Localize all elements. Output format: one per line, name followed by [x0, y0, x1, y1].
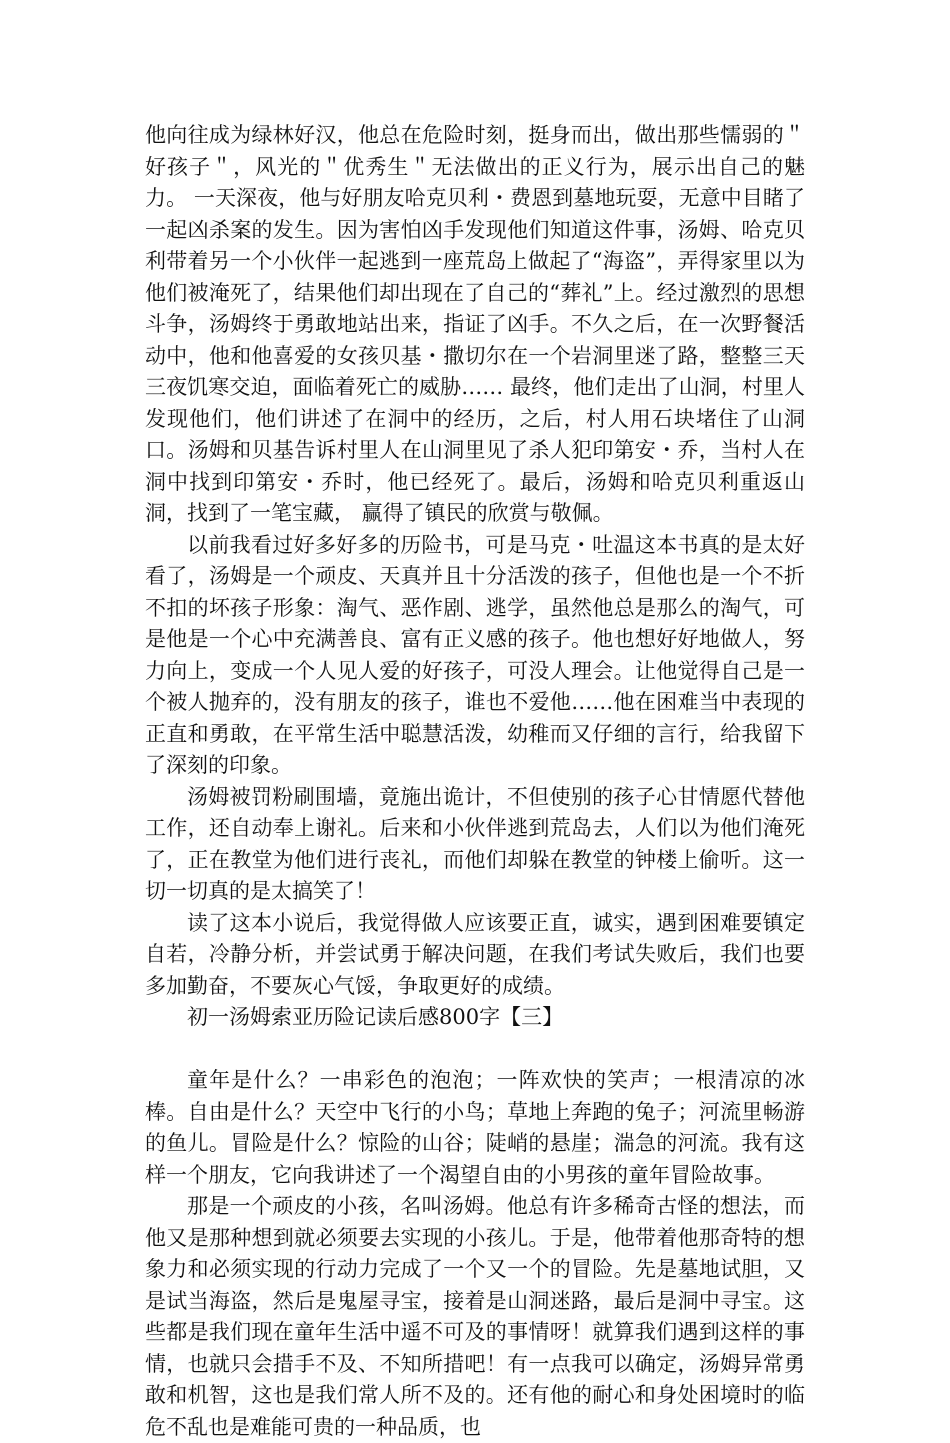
paragraph: 读了这本小说后，我觉得做人应该要正直，诚实，遇到困难要镇定自若，冷静分析，并尝试勇于解决问题，在我们考试失败后，我们也要多加勤奋，不要灰心气馁，争取更好的成绩。 — [145, 910, 805, 998]
blank-line — [145, 1034, 805, 1066]
paragraph: 童年是什么？一串彩色的泡泡；一阵欢快的笑声；一根清凉的冰棒。自由是什么？天空中飞行的小鸟；草地上奔跑的兔子；河流里畅游的鱼儿。冒险是什么？惊险的山谷；陡峭的悬崖；湍急的河流。我有这样一个朋友，它向我讲述了一个渴望自由的小男孩的童年冒险故事。 — [145, 1068, 805, 1187]
paragraph: 那是一个顽皮的小孩，名叫汤姆。他总有许多稀奇古怪的想法，而他又是那种想到就必须要去实现的小孩儿。于是，他带着他那奇特的想象力和必须实现的行动力完成了一个又一个的冒险。先是墓地试胆，又是试当海盗，然后是鬼屋寻宝，接着是山洞迷路，最后是洞中寻宝。这些都是我们现在童年生活中遥不可及的事情呀！就算我们遇到这样的事情，也就只会措手不及、不知所措吧！有一点我可以确定，汤姆异常勇敢和机智，这也是我们常人所不及的。还有他的耐心和身处困境时的临危不乱也是难能可贵的一种品质，也 — [145, 1194, 805, 1439]
paragraph-continuation: 他向往成为绿林好汉，他总在危险时刻，挺身而出，做出那些懦弱的＂好孩子＂，风光的＂优秀生＂无法做出的正义行为，展示出自己的魅力。 一天深夜，他与好朋友哈克贝利・费恩到墓地玩耍，无意中目睹了一起凶杀案的发生。因为害怕凶手发现他们知道这件事，汤姆、哈克贝利带着另一个小伙伴一起逃到一座荒岛上做起了“海盗”，弄得家里以为他们被淹死了，结果他们却出现在了自己的“葬礼”上。经过激烈的思想斗争，汤姆终于勇敢地站出来，指证了凶手。不久之后，在一次野餐活动中，他和他喜爱的女孩贝基・撒切尔在一个岩洞里迷了路，整整三天三夜饥寒交迫，面临着死亡的威胁…… 最终，他们走出了山洞，村里人发现他们，他们讲述了在洞中的经历，之后，村人用石块堵住了山洞口。汤姆和贝基告诉村里人在山洞里见了杀人犯印第安・乔，当村人在洞中找到印第安・乔时，他已经死了。最后，汤姆和哈克贝利重返山洞，找到了一笔宝藏， 赢得了镇民的欣赏与敬佩。 — [145, 123, 805, 525]
document-page — [145, 120, 805, 1443]
paragraph: 汤姆被罚粉刷围墙，竟施出诡计，不但使别的孩子心甘情愿代替他工作，还自动奉上谢礼。后来和小伙伴逃到荒岛去，人们以为他们淹死了，正在教堂为他们进行丧礼，而他们却躲在教堂的钟楼上偷听。这一切一切真的是太搞笑了！ — [145, 784, 805, 903]
section-heading: 初一汤姆索亚历险记读后感800字【三】 — [187, 1005, 564, 1029]
paragraph: 以前我看过好多好多的历险书，可是马克・吐温这本书真的是太好看了，汤姆是一个顽皮、天真并且十分活泼的孩子，但他也是一个不折不扣的坏孩子形象：淘气、恶作剧、逃学，虽然他总是那么的淘气，可是他是一个心中充满善良、富有正义感的孩子。他也想好好地做人，努力向上，变成一个人见人爱的好孩子，可没人理会。让他觉得自己是一个被人抛弃的，没有朋友的孩子，谁也不爱他……他在困难当中表现的正直和勇敢，在平常生活中聪慧活泼，幼稚而又仔细的言行，给我留下了深刻的印象。 — [145, 532, 805, 777]
